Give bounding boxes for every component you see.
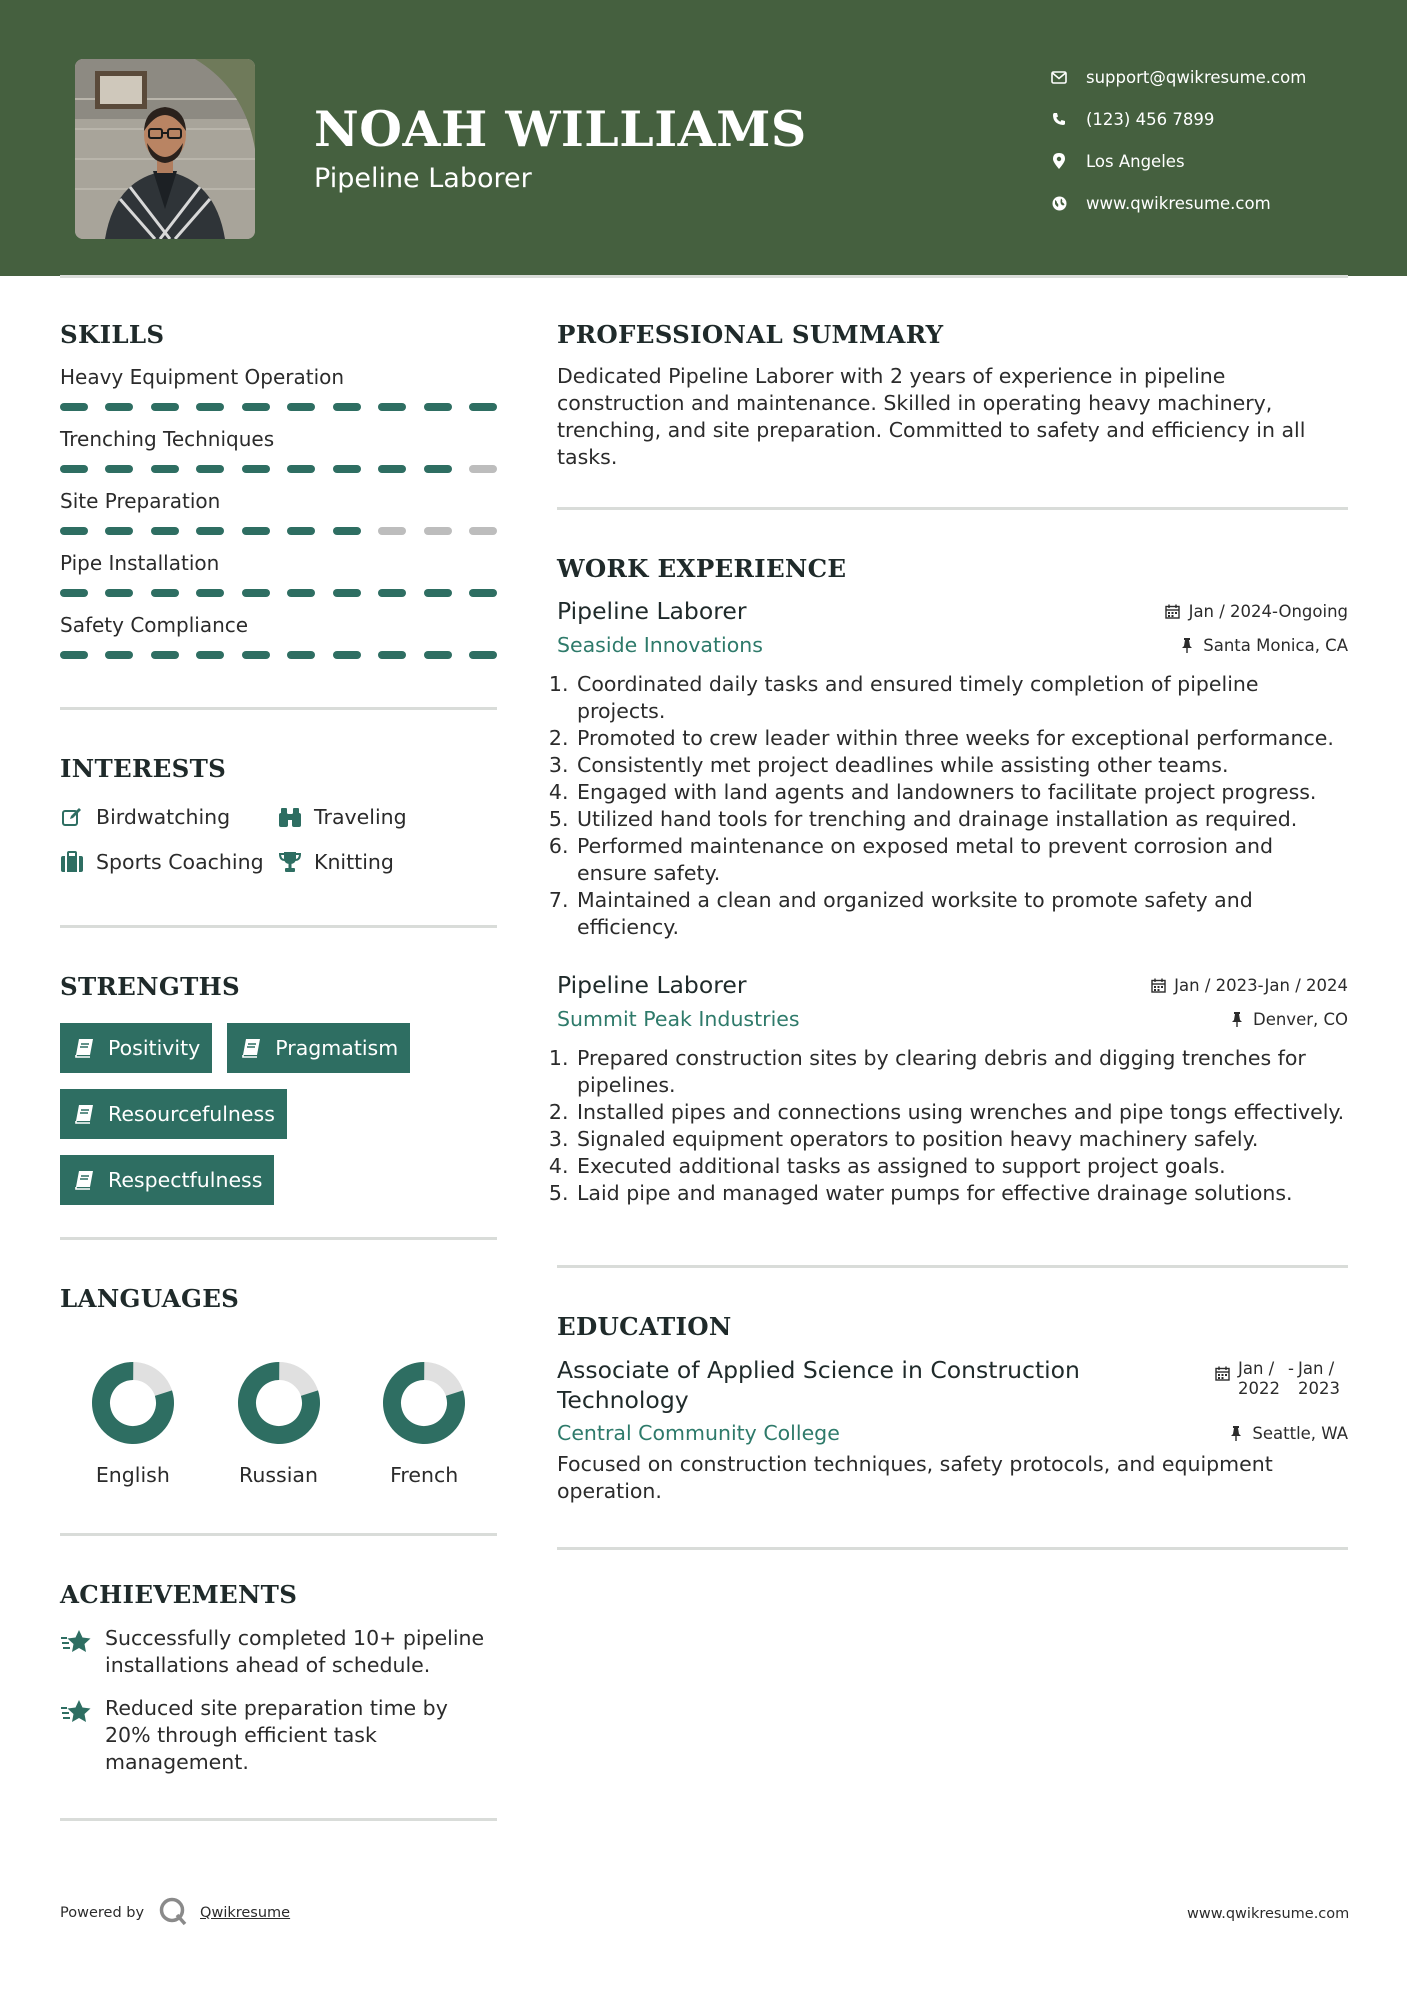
section-divider [60,1237,497,1240]
language-level-donut [380,1359,468,1447]
contact-phone-text: (123) 456 7899 [1086,109,1215,129]
interests-heading: INTERESTS [60,754,227,783]
skill-rating [60,403,497,411]
location-pin-icon [1050,152,1068,170]
achievement-text: Reduced site preparation time by 20% through efficient task management. [105,1696,448,1774]
skill-dot [287,651,315,659]
contact-website-text: www.qwikresume.com [1086,193,1271,213]
skill-rating [60,527,497,535]
profile-photo [75,59,255,239]
candidate-name: NOAH WILLIAMS [314,100,807,158]
book-icon [74,1037,96,1059]
skill-item [60,613,497,659]
job-dates [1165,602,1348,621]
contact-email-text: support@qwikresume.com [1086,67,1307,87]
interest-label: Birdwatching [96,805,231,829]
book-icon [241,1037,263,1059]
strength-chip [60,1023,212,1073]
interests-section [60,754,497,877]
education-start: Jan / 2022 [1238,1359,1280,1398]
skill-dot [151,403,179,411]
language-name: English [95,1463,170,1487]
pencil-square-icon [60,805,84,829]
skill-dot [242,589,270,597]
skill-dot [60,465,88,473]
section-divider [60,707,497,710]
strength-label: Respectfulness [108,1168,263,1192]
right-column [557,320,1348,1550]
skill-dot [151,651,179,659]
experience-heading: WORK EXPERIENCE [557,554,847,583]
languages-section [60,1284,497,1487]
section-divider [60,925,497,928]
contact-location [1050,140,1306,182]
footer-url[interactable]: www.qwikresume.com [1187,1906,1350,1922]
skill-dot [242,403,270,411]
languages-heading: LANGUAGES [60,1284,240,1313]
interest-label: Knitting [314,850,394,874]
skill-dot [469,403,497,411]
skill-dot [60,527,88,535]
job-title: Pipeline Laborer [557,971,747,999]
languages-list [60,1359,497,1487]
job-bullets [557,1045,1348,1207]
job-entry [557,597,1348,941]
footer-powered-by [60,1896,290,1930]
language-name: Russian [239,1463,318,1487]
job-bullet: 5. Laid pipe and managed water pumps for effective drainage solutions. [575,1180,1348,1207]
skill-item [60,427,497,473]
summary-text: Dedicated Pipeline Laborer with 2 years of experience in pipeline construction and maintenance. Skilled in operating heavy machinery, trenching, and site preparation. Committed to safety and efficiency in all tasks. [557,364,1306,469]
job-bullets [557,671,1348,941]
contact-phone[interactable] [1050,98,1306,140]
strength-label: Positivity [108,1036,201,1060]
skill-dot [287,589,315,597]
resume-header [0,0,1407,276]
section-divider [557,1547,1348,1550]
language-name: French [390,1463,459,1487]
section-divider [60,1818,497,1821]
left-column [60,320,497,1821]
job-bullet: 3. Consistently met project deadlines while assisting other teams. [575,752,1348,779]
skill-dot [196,589,224,597]
skill-item [60,551,497,597]
skill-dot [287,527,315,535]
strength-chip [60,1089,287,1139]
job-location-text: Santa Monica, CA [1203,635,1348,655]
job-title: Pipeline Laborer [557,597,747,625]
skill-name: Pipe Installation [60,551,220,575]
qwikresume-logo-icon [158,1896,188,1930]
skill-name: Heavy Equipment Operation [60,365,345,389]
degree-title: Associate of Applied Science in Construction Technology [557,1356,1080,1414]
skill-dot [151,527,179,535]
strength-label: Resourcefulness [108,1102,275,1126]
skill-dot [469,527,497,535]
job-bullet: 7. Maintained a clean and organized worksite to promote safety and efficiency. [575,887,1348,941]
job-location-text: Denver, CO [1252,1009,1348,1029]
skill-dot [333,651,361,659]
education-description: Focused on construction techniques, safety protocols, and equipment operation. [557,1452,1273,1503]
skill-dot [424,651,452,659]
skill-dot [333,465,361,473]
skill-name: Safety Compliance [60,613,249,637]
contact-website[interactable] [1050,182,1306,224]
binoculars-icon [278,805,302,829]
job-bullet: 1. Coordinated daily tasks and ensured timely completion of pipeline projects. [575,671,1348,725]
phone-icon [1050,110,1068,128]
interests-list [60,802,497,877]
job-bullet: 2. Installed pipes and connections using wrenches and pipe tongs effectively. [575,1099,1348,1126]
skill-dot [242,651,270,659]
calendar-icon [1214,1365,1230,1381]
star-award-icon [60,1627,92,1657]
education-location [1228,1424,1348,1443]
interest-item [278,847,497,877]
skills-heading: SKILLS [60,320,165,349]
globe-icon [1050,194,1068,212]
pushpin-icon [1179,637,1195,653]
job-bullet: 4. Engaged with land agents and landowners to facilitate project progress. [575,779,1348,806]
skill-dot [378,403,406,411]
strengths-heading: STRENGTHS [60,972,241,1001]
strengths-section [60,972,497,1205]
skill-dot [378,465,406,473]
job-dates-text: Jan / 2024-Ongoing [1188,601,1348,621]
skill-dot [196,465,224,473]
section-divider [557,507,1348,510]
strength-chip [60,1155,274,1205]
skill-dot [424,527,452,535]
contact-email[interactable] [1050,56,1306,98]
skill-dot [287,465,315,473]
skill-dot [105,403,133,411]
interest-item [60,847,278,877]
job-entry [557,971,1348,1207]
achievements-heading: ACHIEVEMENTS [60,1580,298,1609]
candidate-title: Pipeline Laborer [314,163,532,194]
language-level-donut [235,1359,323,1447]
skill-dot [242,527,270,535]
skill-dot [333,403,361,411]
skill-dot [60,589,88,597]
section-divider [557,1265,1348,1268]
calendar-icon [1150,977,1166,993]
contact-list [1050,56,1306,224]
calendar-icon [1165,603,1181,619]
skill-dot [333,589,361,597]
skill-dot [287,403,315,411]
summary-heading: PROFESSIONAL SUMMARY [557,320,944,349]
footer-brand-link[interactable]: Qwikresume [200,1905,291,1921]
job-bullet: 2. Promoted to crew leader within three weeks for exceptional performance. [575,725,1348,752]
job-location [1229,1010,1348,1029]
skill-rating [60,589,497,597]
section-divider [60,1533,497,1536]
skill-item [60,365,497,411]
education-heading: EDUCATION [557,1312,732,1341]
skill-dot [60,403,88,411]
skill-item [60,489,497,535]
company-name: Seaside Innovations [557,633,763,657]
contact-location-text: Los Angeles [1086,151,1185,171]
skills-list [60,365,497,659]
skill-dot [424,589,452,597]
skill-dot [151,465,179,473]
achievements-section [60,1580,497,1776]
strength-label: Pragmatism [275,1036,399,1060]
skill-name: Trenching Techniques [60,427,275,451]
skill-dot [105,465,133,473]
skill-name: Site Preparation [60,489,221,513]
education-dates [1214,1359,1348,1399]
skill-dot [242,465,270,473]
skill-dot [424,403,452,411]
skill-dot [105,651,133,659]
job-location [1179,636,1348,655]
skill-dot [151,589,179,597]
school-name: Central Community College [557,1421,840,1445]
language-level-donut [89,1359,177,1447]
envelope-icon [1050,68,1068,86]
summary-section [557,320,1348,471]
job-dates [1150,976,1348,995]
skill-dot [196,527,224,535]
education-end: Jan / 2023 [1298,1359,1340,1398]
interest-label: Traveling [314,805,407,829]
book-icon [74,1103,96,1125]
skill-rating [60,465,497,473]
skill-dot [378,527,406,535]
briefcase-icon [60,850,84,874]
skill-dot [469,651,497,659]
powered-by-text: Powered by [60,1905,145,1921]
pushpin-icon [1228,1425,1244,1441]
strengths-list [60,1023,497,1205]
book-icon [74,1169,96,1191]
achievement-text: Successfully completed 10+ pipeline installations ahead of schedule. [105,1626,485,1677]
skill-dot [333,527,361,535]
date-separator: - [1288,1359,1294,1378]
job-bullet: 5. Utilized hand tools for trenching and drainage installation as required. [575,806,1348,833]
skill-dot [378,589,406,597]
pushpin-icon [1229,1011,1245,1027]
interest-label: Sports Coaching [96,850,264,874]
trophy-icon [278,850,302,874]
skill-dot [469,465,497,473]
job-bullet: 4. Executed additional tasks as assigned to support project goals. [575,1153,1348,1180]
strength-chip [227,1023,410,1073]
job-bullet: 3. Signaled equipment operators to position heavy machinery safely. [575,1126,1348,1153]
job-dates-text: Jan / 2023-Jan / 2024 [1174,975,1348,995]
skill-dot [60,651,88,659]
skill-dot [105,589,133,597]
education-location-text: Seattle, WA [1252,1423,1348,1443]
experience-section [557,554,1348,1207]
star-award-icon [60,1697,92,1727]
header-divider [60,275,1348,278]
company-name: Summit Peak Industries [557,1007,800,1031]
job-bullet: 6. Performed maintenance on exposed metal to prevent corrosion and ensure safety. [575,833,1348,887]
interest-item [278,802,497,832]
education-section [557,1312,1348,1505]
skill-dot [196,403,224,411]
skills-section [60,320,497,659]
language-item [60,1359,206,1487]
achievement-item [60,1625,497,1679]
skill-dot [105,527,133,535]
skill-dot [469,589,497,597]
language-item [351,1359,497,1487]
skill-dot [378,651,406,659]
interest-item [60,802,278,832]
achievement-item [60,1695,497,1776]
job-bullet: 1. Prepared construction sites by clearing debris and digging trenches for pipelines. [575,1045,1348,1099]
skill-dot [424,465,452,473]
skill-rating [60,651,497,659]
skill-dot [196,651,224,659]
language-item [206,1359,352,1487]
